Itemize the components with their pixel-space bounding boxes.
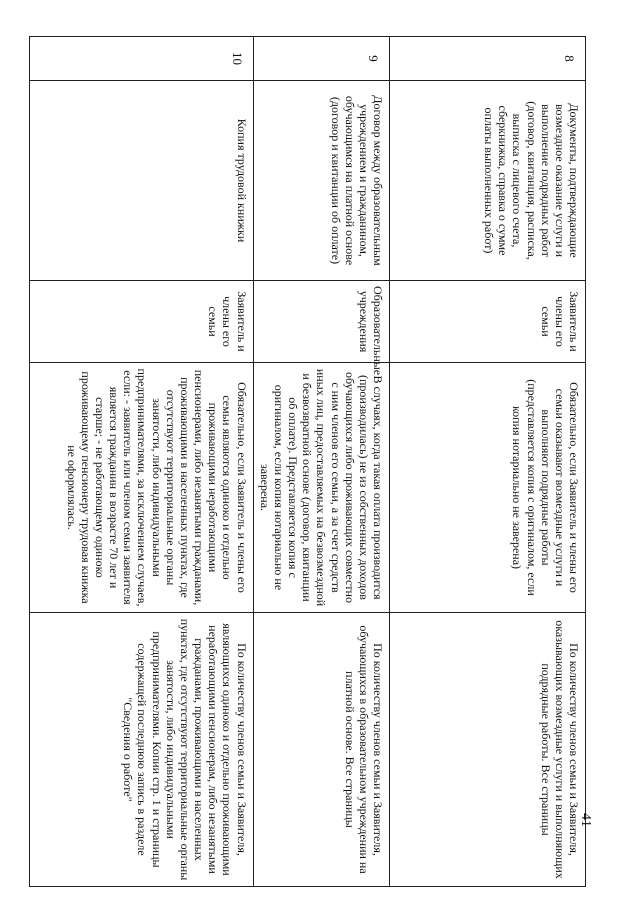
copies-required: По количеству членов семьи и Заявителя, оказывающих возмездные услуги и выполняющих подрядные работы. Все страницы bbox=[390, 613, 586, 887]
row-number: 10 bbox=[29, 37, 253, 81]
row-number: 9 bbox=[253, 37, 389, 81]
copies-required: По количеству членов семьи и Заявителя, обучающихся в образовательном учреждении на платной основе. Все страницы bbox=[253, 613, 389, 887]
submission-conditions: Обязательно, если Заявитель и члены его семьи оказывают возмездные услуги и выполняют подрядные работы (представляется копия с оригиналом, если копия нотариально не заверена) bbox=[390, 363, 586, 613]
submission-conditions: Обязательно, если Заявитель и члены его семьи являются одиноко и отдельно проживающими неработающими пенсионерами, либо незанятыми гражданами, проживающими в населенных пунктах, где отсутствуют территориальные органы занятости, либо индивидуальными предпринимателями, за исключением случаев, если: - заявитель или членом семьи заявителя является гражданин в возрасте 70 лет и старше; - не работающему одиноко проживающему пенсионеру трудовая книжка не оформлялась. bbox=[29, 363, 253, 613]
row-number: 8 bbox=[390, 37, 586, 81]
page-number: 41 bbox=[578, 813, 593, 827]
document-name: Договор между образовательным учреждением и гражданином, обучающимся на платной основе (договор и квитанции об оплате) bbox=[253, 81, 389, 281]
table-row bbox=[390, 37, 586, 887]
table-row bbox=[29, 37, 253, 887]
document-name: Документы, подтверждающие возмездное оказание услуги и выполнение подрядных работ (договор, квитанция, расписка, выписка с лицевого счета, сберкнижка, справка о сумме оплаты выполненных работ) bbox=[390, 81, 586, 281]
document-name: Копия трудовой книжки bbox=[29, 81, 253, 281]
document-provider: Образовательные учреждения bbox=[253, 281, 389, 363]
table-rotor bbox=[46, 36, 586, 886]
document-provider: Заявитель и члены его семьи bbox=[390, 281, 586, 363]
copies-required: По количеству членов семьи и Заявителя, являющихся одиноко и отдельно проживающими неработающими пенсионерам, либо незанятыми гражданами, проживающими в населенных пунктах, где отсутствуют территориальные органы занятости, либо индивидуальными предпринимателями. Копии стр. 1 и страницы содержащей последнюю запись в разделе "Сведения о работе" bbox=[29, 613, 253, 887]
documents-table bbox=[29, 36, 586, 887]
submission-conditions: В случаях, когда такая оплата производится (производилась) не из собственных доходов обучающихся либо проживающих совместно с ним членов его семьи, а за счет средств иных лиц, предоставляемых на безвозмездной и безвозвратной основе (договор, квитанции об оплате). Представляется копия с оригиналом, если копия нотариально не заверена. bbox=[253, 363, 389, 613]
rotated-page bbox=[46, 36, 586, 886]
table-row bbox=[253, 37, 389, 887]
document-provider: Заявитель и члены его семьи bbox=[29, 281, 253, 363]
